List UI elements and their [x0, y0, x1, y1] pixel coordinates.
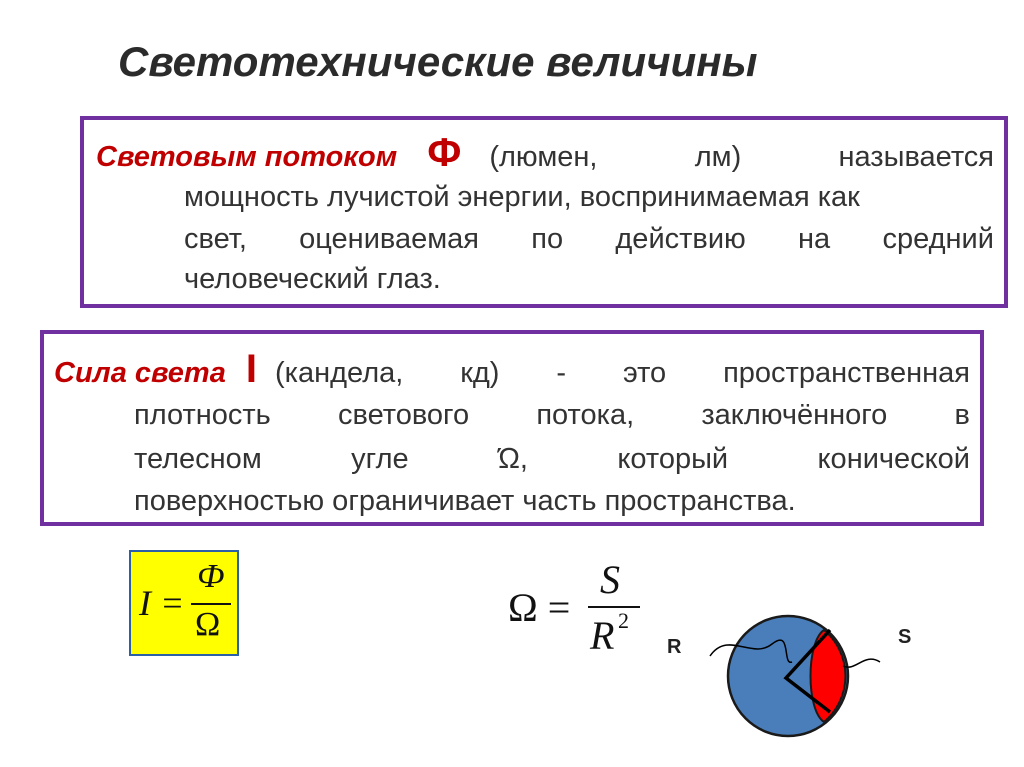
label-s: S	[898, 626, 912, 648]
label-r: R	[667, 636, 682, 658]
intensity-line-1-rest: (кандела, кд) - это пространственная	[274, 357, 970, 389]
label-s-pointer	[843, 659, 880, 667]
intensity-formula-numerator: Ф	[197, 558, 225, 595]
flux-line-4: человеческий глаз.	[184, 263, 441, 295]
solid-angle-formula-exponent: 2	[618, 608, 629, 633]
solid-angle-formula-denominator: R	[590, 613, 615, 658]
flux-symbol: Ф	[427, 131, 462, 175]
intensity-line-4: поверхностью ограничивает часть пространства.	[134, 485, 796, 517]
intensity-line-1	[54, 347, 970, 392]
slide-title: Светотехнические величины	[118, 38, 758, 85]
sphere-diagram	[660, 600, 900, 750]
intensity-line-3: телесном угле Ώ, который конической	[134, 443, 970, 475]
intensity-term: Сила света	[54, 357, 226, 389]
solid-angle-formula-lhs: Ω =	[508, 585, 571, 630]
intensity-fraction-bar	[191, 603, 231, 605]
solid-angle-formula-numerator: S	[600, 557, 620, 602]
flux-line-1-rest: (люмен, лм) называется	[489, 141, 994, 173]
flux-term: Световым потоком	[96, 141, 398, 173]
intensity-formula-box	[129, 550, 239, 656]
intensity-symbol: I	[245, 347, 257, 391]
flux-line-1	[96, 131, 994, 176]
intensity-line-2: плотность светового потока, заключённого в	[134, 399, 970, 431]
flux-line-2: мощность лучистой энергии, воспринимаемая как	[184, 181, 860, 213]
flux-line-3: свет, оцениваемая по действию на средний	[184, 223, 994, 255]
intensity-formula-denominator: Ω	[195, 606, 221, 643]
solid-angle-fraction-bar	[588, 606, 640, 608]
intensity-formula-lhs: I =	[139, 583, 185, 623]
